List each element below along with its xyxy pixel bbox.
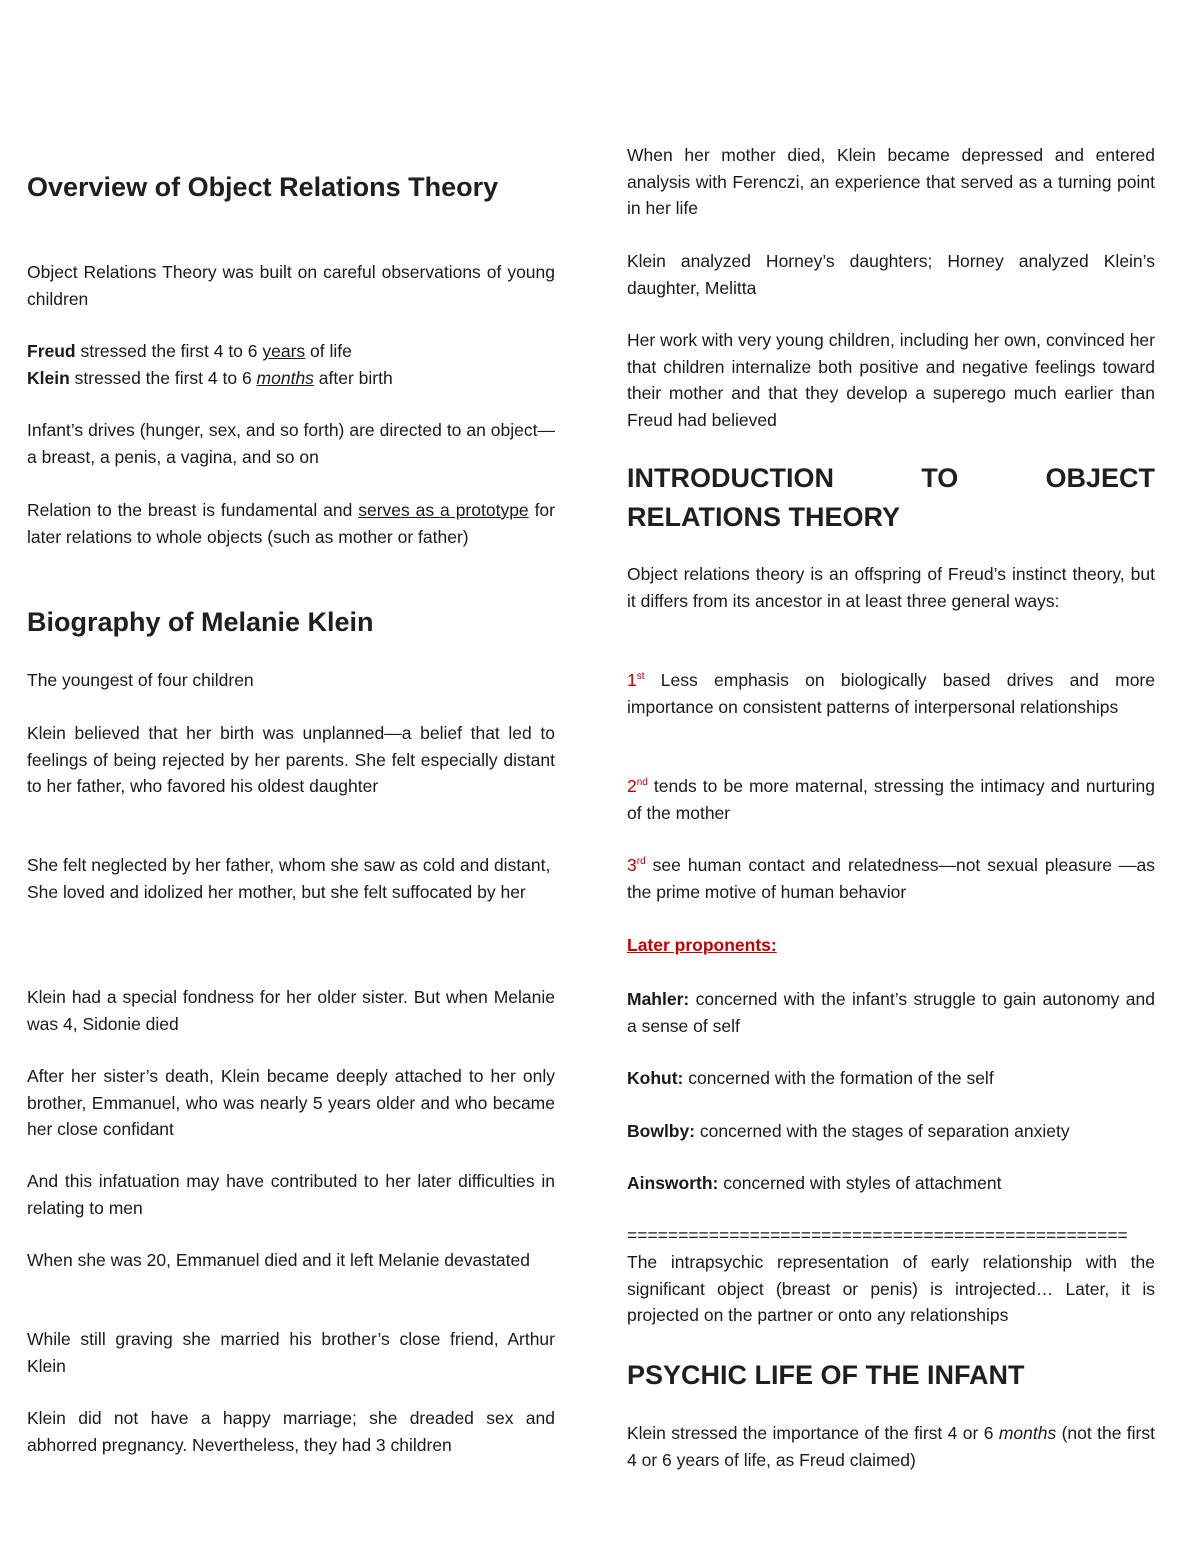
biography-title: Biography of Melanie Klein	[27, 607, 374, 637]
ordinal-3: 3rd	[627, 855, 646, 875]
ainsworth-name: Ainsworth:	[627, 1173, 719, 1193]
bio-paragraph-8: While still graving she married his brother’s close friend, Arthur Klein	[27, 1329, 555, 1376]
freud-klein-paragraph	[27, 338, 555, 391]
introduction-title: INTRODUCTION TO OBJECT RELATIONS THEORY	[627, 463, 1155, 532]
bio-paragraph-3: She felt neglected by her father, whom she saw as cold and distant, She loved and idolized her mother, but she felt suffocated by her	[27, 855, 551, 902]
bio-paragraph-7: When she was 20, Emmanuel died and it left Melanie devastated	[27, 1250, 530, 1270]
bio-paragraph-6: And this infatuation may have contributed to her later difficulties in relating to men	[27, 1171, 555, 1218]
psychic-life-title: PSYCHIC LIFE OF THE INFANT	[627, 1360, 1025, 1390]
ordinal-2: 2nd	[627, 776, 648, 796]
difference-2: 2nd tends to be more maternal, stressing the intimacy and nurturing of the mother	[627, 776, 1155, 823]
overview-paragraph-1: Object Relations Theory was built on careful observations of young children	[27, 262, 555, 309]
bio-paragraph-5: After her sister’s death, Klein became deeply attached to her only brother, Emmanuel, who was nearly 5 years older and who became her close confidant	[27, 1066, 555, 1139]
difference-3: 3rd see human contact and relatedness—not sexual pleasure —as the prime motive of human behavior	[627, 855, 1155, 902]
right-paragraph-1: When her mother died, Klein became depressed and entered analysis with Ferenczi, an experience that served as a turning point in her life	[627, 145, 1155, 218]
intro-paragraph: Object relations theory is an offspring of Freud’s instinct theory, but it differs from its ancestor in at least three general ways:	[627, 564, 1155, 611]
later-proponents-heading: Later proponents:	[627, 935, 777, 955]
difference-1: 1st Less emphasis on biologically based drives and more importance on consistent patterns of interpersonal relationships	[627, 670, 1155, 717]
ordinal-1: 1st	[627, 670, 645, 690]
freud-line: Freud stressed the first 4 to 6 years of life	[27, 341, 352, 361]
bowlby-paragraph: Bowlby: concerned with the stages of separation anxiety	[627, 1121, 1070, 1141]
klein-line: Klein stressed the first 4 to 6 months after birth	[27, 367, 393, 388]
mahler-paragraph: Mahler: concerned with the infant’s struggle to gain autonomy and a sense of self	[627, 989, 1155, 1036]
overview-title: Overview of Object Relations Theory	[27, 172, 499, 202]
mahler-name: Mahler:	[627, 989, 690, 1009]
bio-paragraph-1: The youngest of four children	[27, 670, 254, 690]
introjection-paragraph: The intrapsychic representation of early relationship with the significant object (breast or penis) is introjected… Later, it is projected on the partner or onto any relationships	[627, 1252, 1155, 1325]
prototype-emphasis: serves as a prototype	[358, 500, 529, 520]
infant-drives-paragraph: Infant’s drives (hunger, sex, and so forth) are directed to an object—a breast, a penis, a vagina, and so on	[27, 420, 555, 467]
separator-line: =================================================	[627, 1225, 1128, 1245]
freud-name: Freud	[27, 341, 76, 361]
kohut-name: Kohut:	[627, 1068, 684, 1088]
months-emphasis: months	[256, 367, 314, 388]
right-paragraph-3: Her work with very young children, including her own, convinced her that children internalize both positive and negative feelings toward their mother and that they develop a superego much earlier than Freud had believed	[627, 330, 1155, 430]
kohut-paragraph: Kohut: concerned with the formation of the self	[627, 1068, 994, 1088]
klein-name: Klein	[27, 367, 70, 388]
breast-relation-paragraph: Relation to the breast is fundamental and serves as a prototype for later relations to whole objects (such as mother or father)	[27, 500, 555, 547]
bio-paragraph-9: Klein did not have a happy marriage; she dreaded sex and abhorred pregnancy. Nevertheless, they had 3 children	[27, 1408, 555, 1455]
right-paragraph-2: Klein analyzed Horney’s daughters; Horney analyzed Klein’s daughter, Melitta	[627, 251, 1155, 298]
months-italic: months	[998, 1423, 1057, 1443]
years-emphasis: years	[262, 341, 306, 361]
bio-paragraph-2: Klein believed that her birth was unplanned—a belief that led to feelings of being rejected by her parents. She felt especially distant to her father, who favored his oldest daughter	[27, 723, 555, 796]
bowlby-name: Bowlby:	[627, 1121, 696, 1141]
bio-paragraph-4: Klein had a special fondness for her older sister. But when Melanie was 4, Sidonie died	[27, 987, 555, 1034]
psychic-life-paragraph: Klein stressed the importance of the first 4 or 6 months (not the first 4 or 6 years of life, as Freud claimed)	[627, 1423, 1155, 1470]
ainsworth-paragraph: Ainsworth: concerned with styles of attachment	[627, 1173, 1002, 1193]
